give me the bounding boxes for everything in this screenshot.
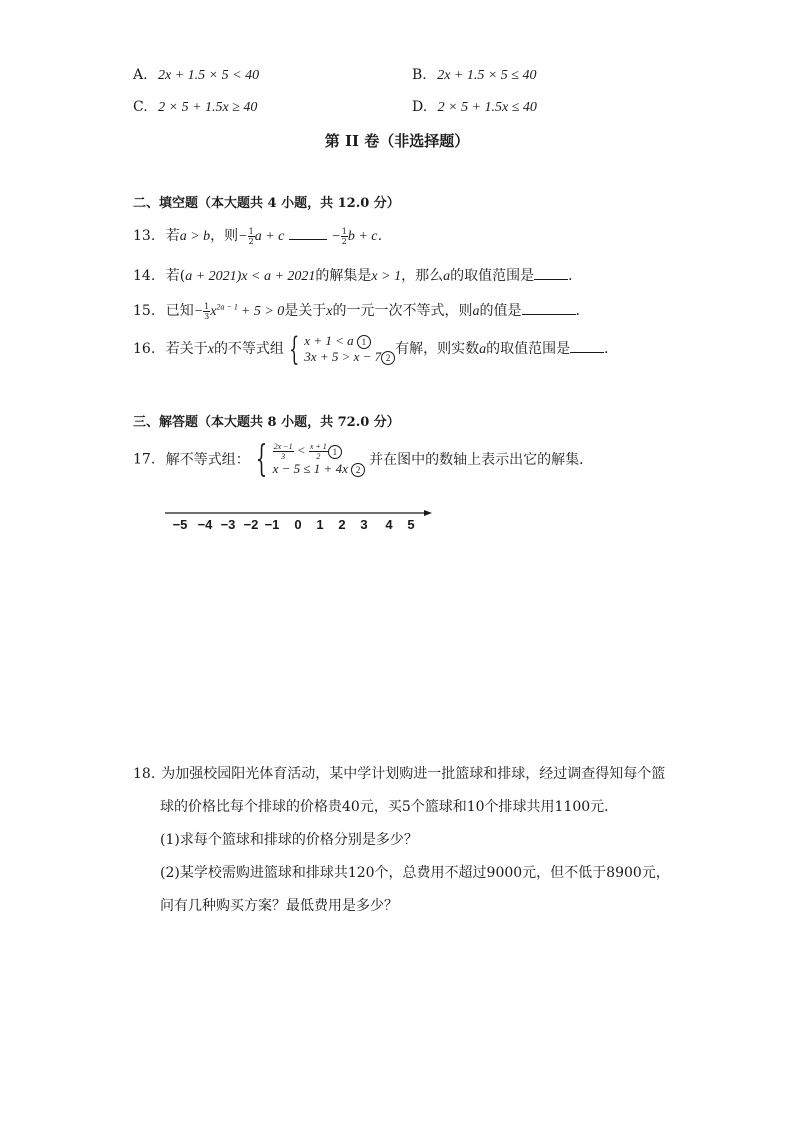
choice-c: [133, 99, 257, 116]
question-18: [133, 758, 670, 923]
q16-variable: x: [207, 342, 214, 358]
q15-end: ．: [575, 303, 590, 319]
number-line: [160, 505, 440, 535]
number-line-tick-label: 2: [338, 517, 346, 532]
q16-text-3: 有解，则实数: [395, 341, 480, 358]
q14-solution: x > 1: [371, 269, 402, 284]
number-line-tick-label: 4: [385, 517, 393, 532]
q14-text-3: ，那么: [401, 268, 444, 284]
q16-number: 16.: [133, 341, 156, 358]
choice-a-label: A.: [133, 67, 148, 83]
choice-b-label: B.: [412, 67, 427, 83]
q13-condition: a > b: [179, 229, 211, 244]
choice-a-expr: 2x + 1.5 × 5 < 40: [158, 68, 260, 83]
q17-text-2: 并在图中的数轴上表示出它的解集．: [369, 451, 594, 468]
q18-part-2: (2)某学校需购进篮球和排球共120个，总费用不超过9000元，但不低于8900元，: [160, 865, 670, 881]
q16-text-4: 的取值范围是: [486, 341, 571, 358]
number-line-arrow-icon: [424, 510, 432, 516]
q16-row-2: 3x + 5 > x − 7: [304, 349, 382, 365]
q17-circle-1: 1: [328, 445, 342, 459]
q15-fraction: $\frac{1}{3}$: [204, 301, 210, 321]
choice-b-expr: 2x + 1.5 × 5 ≤ 40: [437, 68, 537, 83]
q17-brace: {: [255, 438, 267, 480]
number-line-ticks: [173, 517, 415, 532]
q15-variable-2: a: [472, 304, 480, 319]
choice-d-expr: 2 × 5 + 1.5x ≤ 40: [437, 100, 537, 115]
q17-row-2: x − 5 ≤ 1 + 4x: [272, 461, 348, 476]
choice-b: [412, 67, 537, 84]
q16-row-1: x + 1 < a: [304, 333, 354, 348]
number-line-tick-label: −2: [243, 517, 259, 532]
number-line-tick-label: −3: [220, 517, 236, 532]
q13-answer-blank[interactable]: [289, 227, 327, 240]
number-line-tick-label: 3: [360, 517, 368, 532]
q13-fraction-left: $\frac{1}{2}$: [248, 226, 254, 246]
choice-d: [412, 99, 537, 116]
q16-circle-2: 2: [381, 351, 395, 365]
number-line-tick-label: 1: [316, 517, 324, 532]
question-14: [133, 265, 582, 285]
q15-text-4: 的值是: [479, 303, 522, 319]
choice-c-expr: 2 × 5 + 1.5x ≥ 40: [158, 100, 258, 115]
q13-text: 若: [165, 228, 180, 244]
section3-title: 三、解答题（本大题共 8 小题，共 72.0 分）: [133, 415, 400, 430]
section2-title: 二、填空题（本大题共 4 小题，共 12.0 分）: [133, 196, 400, 211]
q15-text: 已知: [165, 303, 194, 319]
q18-line-2: 球的价格比每个排球的价格贵40元，买5个篮球和10个排球共用1100元．: [160, 799, 619, 815]
choice-d-label: D.: [412, 99, 428, 115]
q13-number: 13.: [133, 228, 156, 244]
q18-number: 18.: [133, 766, 156, 782]
q14-number: 14.: [133, 268, 156, 284]
q13-text-2: ，则: [210, 228, 239, 244]
q15-text-3: 的一元一次不等式，则: [332, 303, 473, 319]
question-15: 15. 已知− $\frac{1}{3}$ $x^{2a - 1} + 5 > 0$是关于x的一元一次不等式，则a的值是 ．: [133, 301, 590, 321]
q16-text: 若关于: [165, 341, 208, 358]
q13-rhs: b + c．: [347, 229, 392, 244]
q16-end: ．: [604, 341, 619, 358]
q16-brace: {: [289, 330, 300, 369]
question-16: [133, 330, 619, 369]
q18-part-1: (1)求每个篮球和排球的价格分别是多少？: [160, 832, 418, 848]
q14-text: 若(: [165, 268, 186, 284]
question-17: [133, 438, 594, 480]
number-line-tick-label: −1: [264, 517, 280, 532]
q14-end: ．: [568, 268, 583, 284]
q14-variable: a: [443, 269, 451, 284]
q18-line-1: 为加强校园阳光体育活动，某中学计划购进一批篮球和排球，经过调查得知每个篮: [161, 766, 666, 782]
q15-power: $x^{2a - 1}$: [210, 302, 238, 319]
number-line-tick-label: −4: [197, 517, 213, 532]
q16-variable-2: a: [479, 342, 487, 358]
q15-number: 15.: [133, 303, 156, 319]
q14-text-4: 的取值范围是: [450, 268, 535, 284]
q14-text-2: 的解集是: [315, 268, 372, 284]
q15-variable: x: [326, 304, 333, 319]
q15-text-2: 是关于: [284, 303, 327, 319]
q15-answer-blank[interactable]: [522, 302, 576, 315]
q13-fraction-right: $\frac{1}{2}$: [341, 226, 347, 246]
q13-lhs: a + c: [254, 229, 285, 244]
part2-title: 第 II 卷（非选择题）: [324, 132, 470, 150]
q14-answer-blank[interactable]: [534, 267, 568, 280]
q16-text-2: 的不等式组: [213, 341, 284, 358]
choice-a: [133, 67, 259, 84]
q16-system: [304, 333, 395, 365]
q17-circle-2: 2: [351, 463, 365, 477]
choice-c-label: C.: [133, 99, 148, 115]
q17-number: 17.: [133, 451, 156, 468]
q14-expression: a + 2021)x < a + 2021: [185, 269, 316, 284]
q17-fraction-right: $\frac{x + 1}{2}$: [309, 442, 327, 461]
number-line-tick-label: 0: [294, 517, 302, 532]
q16-answer-blank[interactable]: [570, 340, 604, 353]
question-13: 13. 若a > b，则− $\frac{1}{2}$ a + c − $\frac{1}{2}$ b + c．: [133, 226, 392, 246]
q16-circle-1: 1: [357, 335, 371, 349]
q17-fraction-left: $\frac{2x -1}{3}$: [273, 442, 293, 461]
q17-system: $\frac{2x -1}{3}$ < $\frac{x + 1}{2}$ 1 x − 5 ≤ 1 + 4x 2: [273, 442, 365, 477]
number-line-tick-label: −5: [172, 517, 188, 532]
q15-expression: + 5 > 0: [240, 304, 285, 319]
q18-line-5: 问有几种购买方案？最低费用是多少？: [160, 898, 398, 914]
number-line-tick-label: 5: [407, 517, 415, 532]
q17-text: 解不等式组：: [165, 451, 250, 468]
